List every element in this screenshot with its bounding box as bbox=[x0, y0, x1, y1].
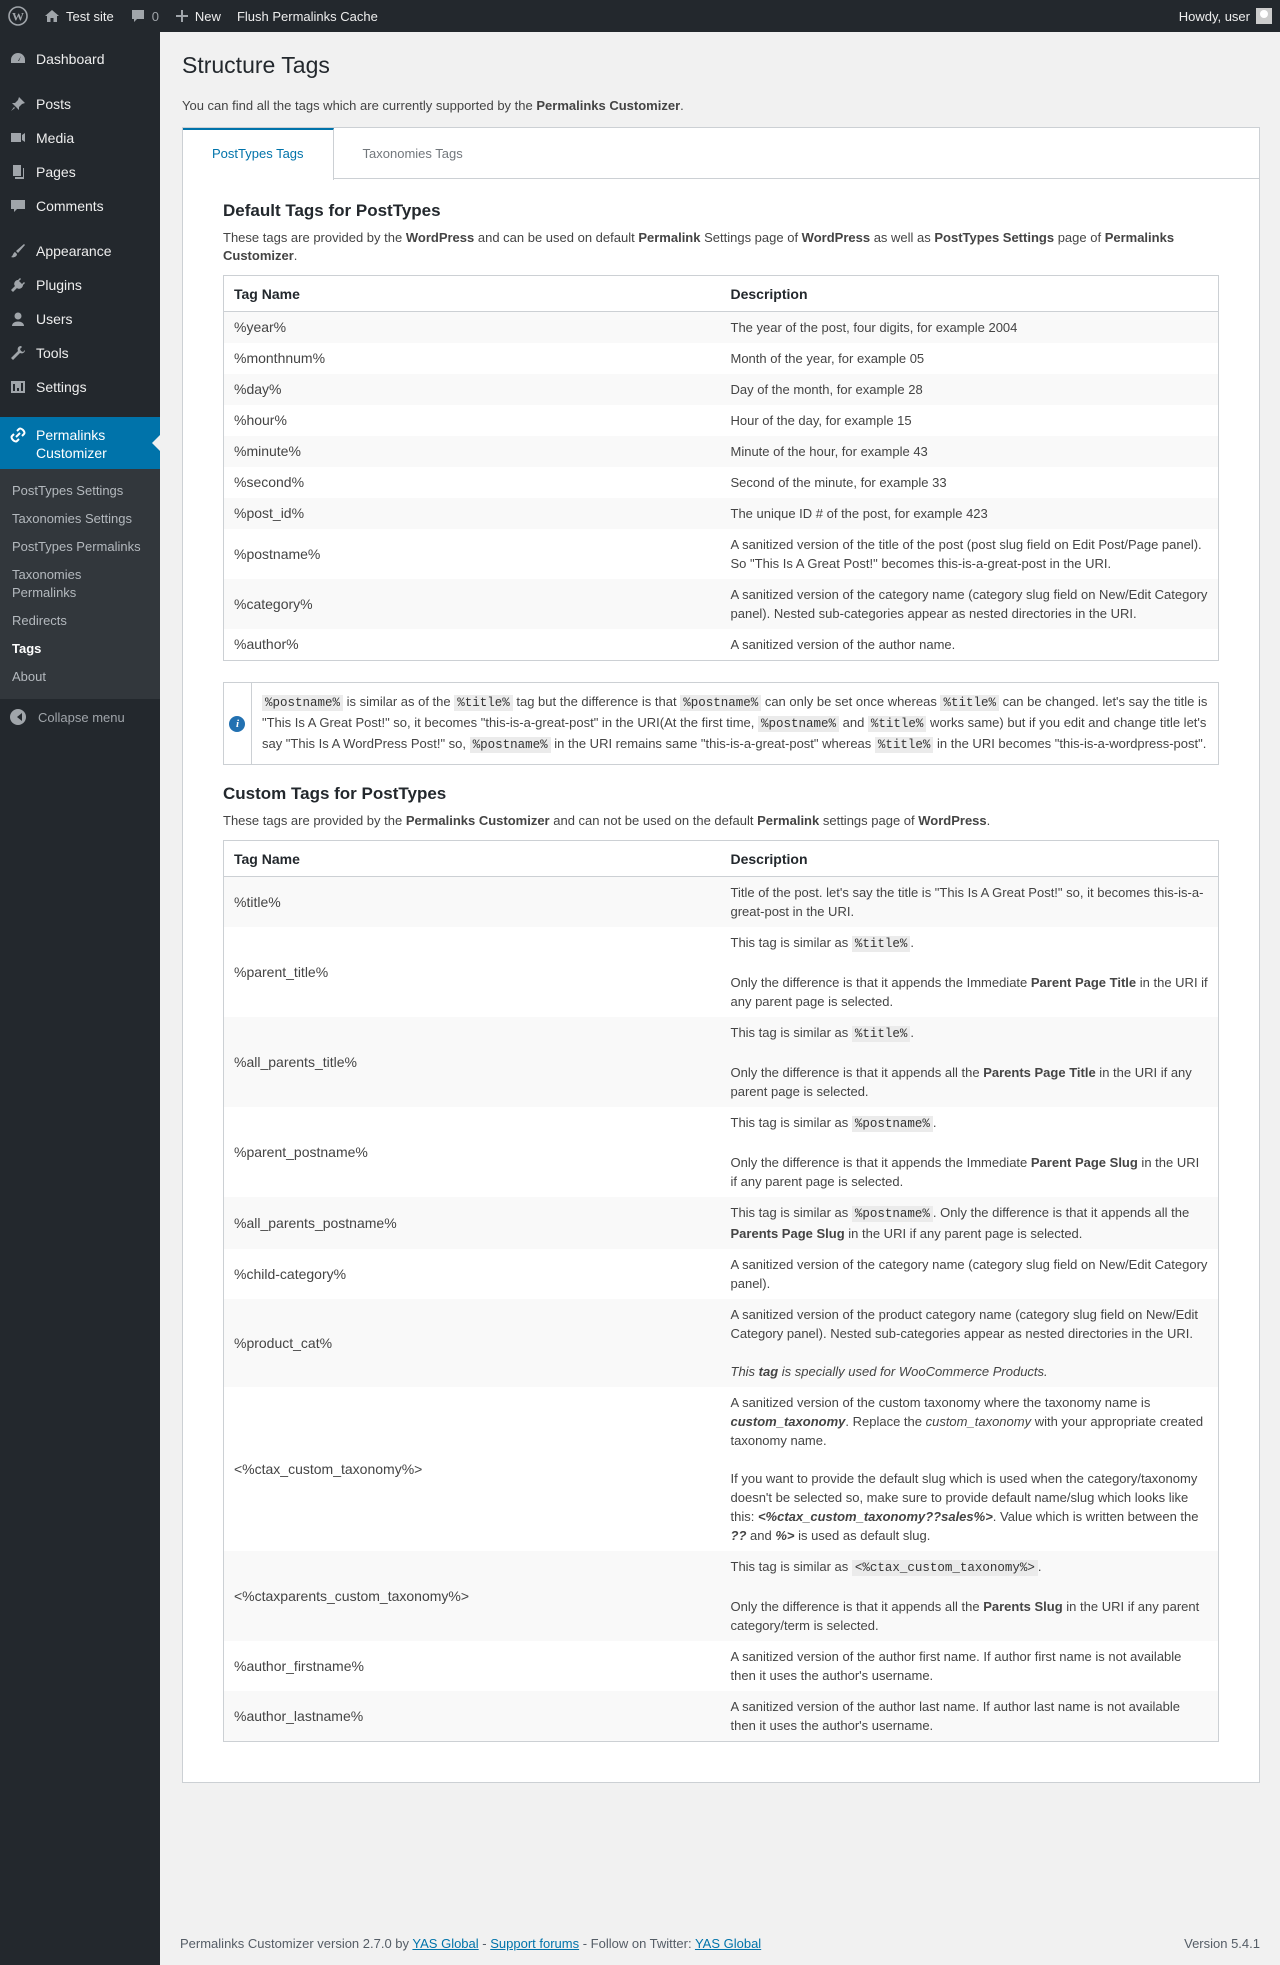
tag-name: %postname% bbox=[234, 545, 321, 562]
permalinks-submenu bbox=[0, 469, 160, 699]
twitter-link[interactable]: YAS Global bbox=[694, 1936, 762, 1951]
tag-description: Day of the month, for example 28 bbox=[730, 382, 923, 397]
submenu-posttypes-settings[interactable]: PostTypes Settings bbox=[12, 483, 124, 498]
tag-description: This tag is similar as %title% . Only the difference is that it appends all the Parents Page Title in the URI if any parent page is selected. bbox=[730, 1025, 1192, 1099]
table-row bbox=[224, 629, 1219, 661]
tag-description: Hour of the day, for example 15 bbox=[730, 413, 912, 428]
tag-name: %all_parents_postname% bbox=[234, 1214, 397, 1231]
tag-description: A sanitized version of the category name (category slug field on New/Edit Category panel). Nested sub-categories appear as nested directories in the URI. bbox=[730, 587, 1208, 621]
submenu-taxonomies-permalinks[interactable]: Taxonomies Permalinks bbox=[12, 567, 82, 600]
menu-label: Pages bbox=[36, 164, 76, 180]
table-row bbox=[224, 1197, 1219, 1249]
tag-name: %author% bbox=[234, 636, 299, 652]
info-icon: i bbox=[224, 683, 252, 764]
default-tags-table bbox=[223, 275, 1219, 661]
collapse-menu-button[interactable] bbox=[0, 699, 160, 735]
tag-description: Month of the year, for example 05 bbox=[730, 351, 925, 366]
menu-item-users[interactable] bbox=[0, 302, 160, 336]
collapse-label: Collapse menu bbox=[38, 709, 125, 725]
plugin-icon bbox=[10, 277, 26, 293]
tag-name: %parent_postname% bbox=[234, 1143, 368, 1160]
media-icon bbox=[10, 130, 26, 146]
table-row bbox=[224, 927, 1219, 1017]
pin-icon bbox=[10, 96, 26, 112]
flush-permalinks-cache-link[interactable] bbox=[229, 0, 386, 32]
svg-text:W: W bbox=[12, 9, 24, 24]
menu-item-appearance[interactable] bbox=[0, 234, 160, 268]
tag-name: %minute% bbox=[234, 443, 301, 459]
tag-name: <%ctaxparents_custom_taxonomy%> bbox=[234, 1587, 470, 1604]
tabs-bar bbox=[183, 128, 1259, 179]
support-forums-link[interactable]: Support forums bbox=[490, 1936, 580, 1951]
tag-description: A sanitized version of the author name. bbox=[730, 637, 956, 652]
menu-label: Media bbox=[36, 130, 75, 146]
comments-link[interactable] bbox=[122, 0, 167, 32]
note-text: %postname% is similar as of the %title% tag but the difference is that %postname% can only be set once whereas %title% can be changed. let's say the title is "This Is A Great Post!" so, it becomes "this-is-a-great-post" in the URI(At the first time, %postname% and %title% works same) but if you edit and change title let's say "This Is A WordPress Post!" so, %postname% in the URI remains same "this-is-a-great-post" whereas %title% in the URI becomes "this-is-a-wordpress-post". bbox=[261, 694, 1208, 752]
tag-description: The unique ID # of the post, for example 423 bbox=[730, 506, 988, 521]
menu-label: Permalinks Customizer bbox=[36, 427, 107, 461]
site-name: Test site bbox=[66, 8, 114, 24]
tag-name: %second% bbox=[234, 474, 305, 490]
tab-posttypes-tags[interactable]: PostTypes Tags bbox=[183, 128, 334, 180]
menu-item-permalinks-customizer[interactable] bbox=[0, 417, 160, 469]
menu-label: Comments bbox=[36, 198, 104, 214]
column-header-description: Description bbox=[721, 841, 1219, 877]
footer-credits: Permalinks Customizer version 2.7.0 by YAS Global - Support forums - Follow on Twitter: YAS Global bbox=[180, 1936, 762, 1951]
menu-item-media[interactable] bbox=[0, 121, 160, 155]
menu-item-tools[interactable] bbox=[0, 336, 160, 370]
tag-description: Second of the minute, for example 33 bbox=[730, 475, 947, 490]
menu-label: Settings bbox=[36, 379, 87, 395]
wrench-icon bbox=[10, 345, 26, 361]
table-row bbox=[224, 877, 1219, 928]
table-row bbox=[224, 1641, 1219, 1691]
tag-name: %author_lastname% bbox=[234, 1707, 364, 1724]
tag-name: %parent_title% bbox=[234, 963, 329, 980]
custom-tags-heading: Custom Tags for PostTypes bbox=[223, 784, 447, 803]
user-icon bbox=[10, 311, 26, 327]
comment-icon bbox=[10, 198, 26, 214]
tag-name: %author_firstname% bbox=[234, 1657, 364, 1674]
table-row bbox=[224, 312, 1219, 344]
home-icon bbox=[44, 8, 60, 24]
howdy-text: Howdy, user bbox=[1178, 8, 1250, 24]
submenu-redirects[interactable]: Redirects bbox=[12, 613, 67, 628]
account-menu[interactable] bbox=[1171, 0, 1280, 32]
comments-count: 0 bbox=[151, 8, 159, 24]
submenu-taxonomies-settings[interactable]: Taxonomies Settings bbox=[12, 511, 132, 526]
link-icon bbox=[10, 427, 26, 443]
menu-label: Plugins bbox=[36, 277, 82, 293]
table-row bbox=[224, 1017, 1219, 1107]
tags-panel bbox=[182, 127, 1260, 1783]
avatar bbox=[1256, 8, 1272, 24]
tag-name: %child-category% bbox=[234, 1265, 347, 1282]
tag-description: Minute of the hour, for example 43 bbox=[730, 444, 928, 459]
menu-item-plugins[interactable] bbox=[0, 268, 160, 302]
tag-description: This tag is similar as %postname% . Only the difference is that it appends the Immediate Parent Page Slug in the URI if any parent page is selected. bbox=[730, 1115, 1200, 1189]
column-header-tag-name: Tag Name bbox=[224, 276, 721, 312]
custom-tags-table bbox=[223, 840, 1219, 1742]
custom-tags-description: These tags are provided by the Permalinks Customizer and can not be used on the default Permalink settings page of WordPress. bbox=[223, 813, 991, 828]
main-content bbox=[182, 32, 1260, 1783]
site-name-link[interactable] bbox=[36, 0, 122, 32]
table-row bbox=[224, 374, 1219, 405]
tag-description: Title of the post. let's say the title is "This Is A Great Post!" so, it becomes this-is-a-great-post in the URI. bbox=[730, 885, 1204, 919]
menu-item-comments[interactable] bbox=[0, 189, 160, 223]
submenu-posttypes-permalinks[interactable]: PostTypes Permalinks bbox=[12, 539, 141, 554]
menu-item-posts[interactable] bbox=[0, 87, 160, 121]
dashboard-icon bbox=[10, 51, 26, 67]
column-header-tag-name: Tag Name bbox=[224, 841, 721, 877]
tag-description: A sanitized version of the category name (category slug field on New/Edit Category panel). bbox=[730, 1257, 1208, 1291]
postname-vs-title-note bbox=[223, 682, 1219, 765]
wordpress-logo-icon[interactable] bbox=[0, 0, 36, 32]
table-row bbox=[224, 1691, 1219, 1742]
admin-footer bbox=[180, 1936, 1260, 1951]
page-intro: You can find all the tags which are currently supported by the Permalinks Customizer. bbox=[182, 98, 684, 113]
default-tags-description: These tags are provided by the WordPress and can be used on default Permalink Settings page of WordPress as well as PostTypes Settings page of Permalinks Customizer. bbox=[223, 230, 1175, 263]
tag-name: %category% bbox=[234, 595, 313, 612]
tag-description: A sanitized version of the author last name. If author last name is not available then it uses the author's username. bbox=[730, 1699, 1180, 1733]
table-row bbox=[224, 579, 1219, 629]
page-title: Structure Tags bbox=[182, 52, 330, 78]
admin-sidebar bbox=[0, 32, 160, 1965]
tag-name: %product_cat% bbox=[234, 1334, 333, 1351]
tag-description: This tag is similar as <%ctax_custom_taxonomy%> . Only the difference is that it appends all the Parents Slug in the URI if any parent category/term is selected. bbox=[730, 1559, 1200, 1633]
tag-description: A sanitized version of the product category name (category slug field on New/Edit Category panel). Nested sub-categories appear as nested directories in the URI. This tag is specially used for WooCommerce Products. bbox=[730, 1307, 1199, 1379]
yas-global-link[interactable]: YAS Global bbox=[412, 1936, 479, 1951]
table-row bbox=[224, 1299, 1219, 1387]
table-row bbox=[224, 529, 1219, 579]
brush-icon bbox=[10, 243, 26, 259]
menu-item-pages[interactable] bbox=[0, 155, 160, 189]
submenu-tags[interactable]: Tags bbox=[12, 641, 42, 656]
table-row bbox=[224, 498, 1219, 529]
tab-taxonomies-tags[interactable]: Taxonomies Tags bbox=[362, 146, 463, 161]
tag-description: A sanitized version of the custom taxonomy where the taxonomy name is custom_taxonomy. Replace the custom_taxonomy with your appropriate created taxonomy name. If you want to provide the default slug which is used when the category/taxonomy doesn't be selected so, make sure to provide default name/slug which looks like this: <%ctax_custom_taxonomy??sales%>. Value which is written between the ?? and %> is used as default slug. bbox=[730, 1395, 1204, 1543]
tag-name: %title% bbox=[234, 893, 281, 910]
table-row bbox=[224, 1387, 1219, 1551]
menu-label: Users bbox=[36, 311, 73, 327]
menu-item-settings[interactable] bbox=[0, 370, 160, 404]
tag-name: %day% bbox=[234, 381, 282, 397]
tag-description: The year of the post, four digits, for example 2004 bbox=[730, 320, 1018, 335]
table-row bbox=[224, 405, 1219, 436]
table-row bbox=[224, 1107, 1219, 1197]
new-label: New bbox=[194, 8, 221, 24]
flush-label: Flush Permalinks Cache bbox=[236, 8, 378, 24]
menu-label: Posts bbox=[36, 96, 72, 112]
tag-description: A sanitized version of the author first name. If author first name is not available then it uses the author's username. bbox=[730, 1649, 1182, 1683]
tag-name: %year% bbox=[234, 319, 287, 335]
wp-version: Version 5.4.1 bbox=[1184, 1936, 1260, 1951]
tag-name: <%ctax_custom_taxonomy%> bbox=[234, 1460, 423, 1477]
table-row bbox=[224, 1551, 1219, 1641]
menu-item-dashboard[interactable] bbox=[0, 42, 160, 76]
default-tags-heading: Default Tags for PostTypes bbox=[223, 201, 441, 220]
admin-bar bbox=[0, 0, 1280, 32]
plus-icon bbox=[175, 9, 189, 23]
submenu-about[interactable]: About bbox=[12, 669, 46, 684]
tag-name: %all_parents_title% bbox=[234, 1053, 357, 1070]
menu-label: Tools bbox=[36, 345, 69, 361]
menu-label: Appearance bbox=[36, 243, 112, 259]
menu-label: Dashboard bbox=[36, 51, 105, 67]
new-content-link[interactable] bbox=[167, 0, 229, 32]
table-row bbox=[224, 436, 1219, 467]
tag-name: %post_id% bbox=[234, 505, 305, 521]
tag-name: %hour% bbox=[234, 412, 287, 428]
table-row bbox=[224, 343, 1219, 374]
tag-description: A sanitized version of the title of the post (post slug field on Edit Post/Page panel). So "This Is A Great Post!" becomes this-is-a-great-post in the URI. bbox=[730, 537, 1202, 571]
tag-description: This tag is similar as %postname% . Only the difference is that it appends all the Parents Page Slug in the URI if any parent page is selected. bbox=[730, 1205, 1190, 1241]
settings-icon bbox=[10, 379, 26, 395]
collapse-arrow-icon bbox=[10, 709, 26, 725]
tag-description: This tag is similar as %title% . Only the difference is that it appends the Immediate Parent Page Title in the URI if any parent page is selected. bbox=[730, 935, 1208, 1009]
table-row bbox=[224, 467, 1219, 498]
column-header-description: Description bbox=[721, 276, 1219, 312]
tag-name: %monthnum% bbox=[234, 350, 326, 366]
pages-icon bbox=[10, 164, 26, 180]
comment-bubble-icon bbox=[130, 8, 146, 24]
table-row bbox=[224, 1249, 1219, 1299]
